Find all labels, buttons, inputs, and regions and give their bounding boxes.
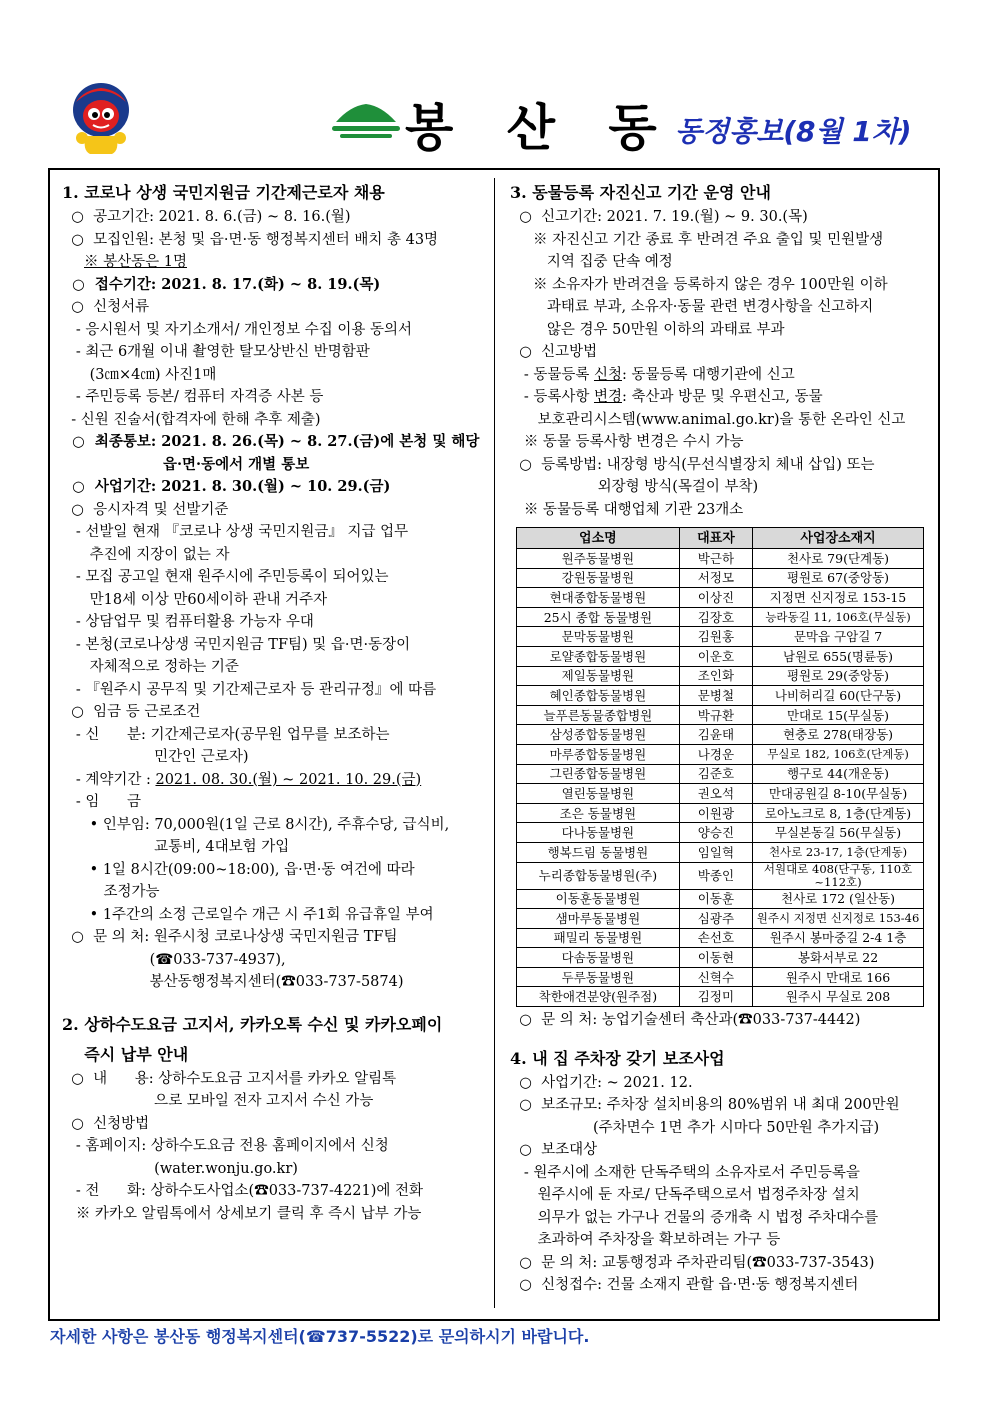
table-cell: 김장호 xyxy=(679,607,752,627)
text-line: 만18세 이상 만60세이하 관내 거주자 xyxy=(62,591,328,608)
table-cell: 봉화서부로 22 xyxy=(753,948,924,968)
table-cell: 그린종합동물병원 xyxy=(517,764,680,784)
text-line: ○ 문 의 처: 교통행정과 주차관리팀(☎033-737-3543) xyxy=(510,1254,875,1271)
table-cell: 만대공원길 8-10(무실동) xyxy=(753,784,924,804)
text-line: ○ 사업기간: ~ 2021. 12. xyxy=(510,1074,693,1091)
text-line: ○ 신청방법 xyxy=(62,1115,150,1132)
table-cell: 만대로 15(무실동) xyxy=(753,705,924,725)
table-row xyxy=(517,764,924,784)
text-line: - 『원주시 공무직 및 기간제근로자 등 관리규정』에 따름 xyxy=(62,681,437,698)
text-line: ○ 신고기간: 2021. 7. 19.(월) ~ 9. 30.(목) xyxy=(510,209,808,225)
table-cell: 천사로 23-17, 1층(단계동) xyxy=(753,842,924,862)
text-line: ○ 등록방법: 내장형 방식(무선식별장치 체내 삽입) 또는 xyxy=(510,456,875,473)
table-cell: 이원광 xyxy=(679,803,752,823)
table-cell: 조은 동물병원 xyxy=(517,803,680,823)
table-cell: 천사로 79(단계동) xyxy=(753,549,924,569)
text-line: ○ 모집인원: 본청 및 읍·면·동 행정복지센터 배치 총 43명 xyxy=(62,231,439,248)
table-cell: 양승진 xyxy=(679,823,752,843)
text-line: 추진에 지장이 없는 자 xyxy=(62,546,230,563)
right-column xyxy=(510,176,930,1297)
bongsan-logo-icon xyxy=(330,100,402,144)
text-line: ○ 신청서류 xyxy=(62,299,150,315)
table-cell: 행구로 44(개운동) xyxy=(753,764,924,784)
table-cell: 문막동물병원 xyxy=(517,627,680,647)
text-line: ※ 자진신고 기간 종료 후 반려견 주요 출입 및 민원발생 xyxy=(510,231,884,248)
left-column xyxy=(62,176,482,1225)
table-cell: 행복드림 동물병원 xyxy=(517,842,680,862)
table-cell: 김윤태 xyxy=(679,725,752,745)
text-line: ○ 접수기간: 2021. 8. 17.(화) ~ 8. 19.(목) xyxy=(62,275,381,293)
table-row xyxy=(517,607,924,627)
section-3-title: 3. 동물등록 자진신고 기간 운영 안내 xyxy=(510,183,771,202)
text-line: ○ 신고방법 xyxy=(510,344,598,360)
section-1-title: 1. 코로나 상생 국민지원금 기간제근로자 채용 xyxy=(62,183,385,202)
agency-table xyxy=(516,527,924,1007)
text-line: - 최근 6개월 이내 촬영한 탈모상반신 반명함판 xyxy=(62,344,370,360)
text-line: - 홈페이지: 상하수도요금 전용 홈페이지에서 신청 xyxy=(62,1138,389,1154)
table-cell: 원주시 봉마중길 2-4 1층 xyxy=(753,928,924,948)
text-line: ※ 동물등록 대행업체 기관 23개소 xyxy=(510,501,744,518)
table-cell: 제일동물병원 xyxy=(517,666,680,686)
table-row xyxy=(517,744,924,764)
page-subtitle: 동정홍보(8월 1차) xyxy=(675,115,912,148)
table-cell: 샘마루동물병원 xyxy=(517,909,680,929)
table-cell: 삼성종합동물병원 xyxy=(517,725,680,745)
table-row xyxy=(517,705,924,725)
text-line: 외장형 방식(목걸이 부착) xyxy=(510,479,759,495)
table-row xyxy=(517,967,924,987)
text-line: ※ 소유자가 반려견을 등록하지 않은 경우 100만원 이하 xyxy=(510,276,888,293)
table-row xyxy=(517,784,924,804)
text-line: : 축산과 방문 및 우편신고, 동물 xyxy=(622,389,823,405)
text-line: ○ 문 의 처: 농업기술센터 축산과(☎033-737-4442) xyxy=(510,1012,861,1029)
table-cell: 현충로 278(태장동) xyxy=(753,725,924,745)
table-cell: 다나동물병원 xyxy=(517,823,680,843)
column-divider xyxy=(494,178,495,1308)
text-line: ○ 문 의 처: 원주시청 코로나상생 국민지원금 TF팀 xyxy=(62,929,398,945)
table-cell: 능라동길 11, 106호(무실동) xyxy=(753,607,924,627)
table-cell: 무실본동길 56(무실동) xyxy=(753,823,924,843)
text-line: 봉산동행정복지센터(☎033-737-5874) xyxy=(62,974,404,990)
text-line: - 동물등록 xyxy=(510,366,594,383)
text-line: - 모집 공고일 현재 원주시에 주민등록이 되어있는 xyxy=(62,569,389,585)
table-cell: 천사로 172 (일산동) xyxy=(753,889,924,909)
table-cell: 임일혁 xyxy=(679,842,752,862)
text-line: 않은 경우 50만원 이하의 과태료 부과 xyxy=(510,321,785,338)
section-2-title: 2. 상하수도요금 고지서, 카카오톡 수신 및 카카오페이 xyxy=(62,1014,443,1034)
table-cell: 나비허리길 60(단구동) xyxy=(753,686,924,706)
table-cell: 신혁수 xyxy=(679,967,752,987)
text-line: - 등록사항 xyxy=(510,389,594,405)
text-line: ○ 내 용: 상하수도요금 고지서를 카카오 알림톡 xyxy=(62,1070,397,1087)
table-cell: 현대종합동물병원 xyxy=(517,588,680,608)
text-line: 의무가 없는 가구나 건물의 증개축 시 법정 주차대수를 xyxy=(510,1209,879,1226)
text-line: (주차면수 1면 추가 시마다 50만원 추가지급) xyxy=(510,1119,880,1136)
table-cell: 권오석 xyxy=(679,784,752,804)
text-line: ○ 보조규모: 주차장 설치비용의 80%범위 내 최대 200만원 xyxy=(510,1097,900,1114)
keyword: 변경 xyxy=(593,389,622,405)
table-cell: 25시 종합 동물병원 xyxy=(517,607,680,627)
table-cell: 이동현 xyxy=(679,948,752,968)
table-cell: 김원홍 xyxy=(679,627,752,647)
table-cell: 서원대로 408(단구동, 110호~112호) xyxy=(753,862,924,889)
table-row xyxy=(517,627,924,647)
mascot-icon xyxy=(68,80,134,156)
text-line: : 동물등록 대행기관에 신고 xyxy=(622,366,795,383)
text-line: 원주시에 둔 자로/ 단독주택으로서 법정주차장 설치 xyxy=(510,1187,860,1204)
table-cell: 혜인종합동물병원 xyxy=(517,686,680,706)
table-row xyxy=(517,588,924,608)
table-cell: 패밀리 동물병원 xyxy=(517,928,680,948)
text-line: 읍·면·동에서 개별 통보 xyxy=(62,455,310,473)
text-line: 보호관리시스템(www.animal.go.kr)을 통한 온라인 신고 xyxy=(510,411,906,428)
text-line: 과태료 부과, 소유자·동물 관련 변경사항을 신고하지 xyxy=(510,299,874,315)
text-line: - 주민등록 등본/ 컴퓨터 자격증 사본 등 xyxy=(62,389,324,405)
table-header: 대표자 xyxy=(679,528,752,549)
section-2-title-cont: 즉시 납부 안내 xyxy=(62,1044,189,1064)
table-row xyxy=(517,568,924,588)
table-cell: 이상진 xyxy=(679,588,752,608)
text-line: 지역 집중 단속 예정 xyxy=(510,254,673,270)
table-cell: 심광주 xyxy=(679,909,752,929)
table-row xyxy=(517,909,924,929)
text-line: - 신원 진술서(합격자에 한해 추후 제출) xyxy=(62,411,321,428)
text-line: - 계약기간 : xyxy=(62,771,156,788)
text-line: ○ 응시자격 및 선발기준 xyxy=(62,501,229,518)
table-cell: 강원동물병원 xyxy=(517,568,680,588)
table-row xyxy=(517,686,924,706)
text-line: • 인부임: 70,000원(1일 근로 8시간), 주휴수당, 급식비, xyxy=(62,816,450,833)
text-line: • 1일 8시간(09:00~18:00), 읍·면·동 여건에 따라 xyxy=(62,861,415,878)
table-cell: 원주시 무실로 208 xyxy=(753,987,924,1007)
table-cell: 문병철 xyxy=(679,686,752,706)
text-line: ※ 카카오 알림톡에서 상세보기 클릭 후 즉시 납부 가능 xyxy=(62,1205,422,1222)
table-row xyxy=(517,948,924,968)
table-cell: 원주시 지정면 신지정로 153-46 xyxy=(753,909,924,929)
text-line: ○ 사업기간: 2021. 8. 30.(월) ~ 10. 29.(금) xyxy=(62,478,391,495)
table-row xyxy=(517,823,924,843)
table-cell: 다솜동물병원 xyxy=(517,948,680,968)
table-cell: 박종인 xyxy=(679,862,752,889)
text-line: 으로 모바일 전자 고지서 수신 가능 xyxy=(62,1093,374,1109)
text-line: ○ 임금 등 근로조건 xyxy=(62,704,201,720)
table-cell: 누리종합동물병원(주) xyxy=(517,862,680,889)
table-cell: 평원로 29(중앙동) xyxy=(753,666,924,686)
text-line: - 상담업무 및 컴퓨터활용 가능자 우대 xyxy=(62,614,314,630)
table-cell: 마루종합동물병원 xyxy=(517,744,680,764)
table-row xyxy=(517,725,924,745)
table-row xyxy=(517,549,924,569)
table-header: 업소명 xyxy=(517,528,680,549)
table-cell: 이동훈 xyxy=(679,889,752,909)
table-cell: 로아노크로 8, 1층(단계동) xyxy=(753,803,924,823)
table-cell: 박규환 xyxy=(679,705,752,725)
table-cell: 박근하 xyxy=(679,549,752,569)
table-cell: 착한애견분양(원주점) xyxy=(517,987,680,1007)
page-title: 봉 산 동 xyxy=(405,99,675,157)
text-line: (3㎝×4㎝) 사진1매 xyxy=(62,366,217,383)
table-cell: 무실로 182, 106호(단계동) xyxy=(753,744,924,764)
table-cell: 나경운 xyxy=(679,744,752,764)
table-cell: 열린동물병원 xyxy=(517,784,680,804)
text-line: ○ 최종통보: 2021. 8. 26.(목) ~ 8. 27.(금)에 본청 및 해당 xyxy=(62,433,480,450)
table-cell: 손선호 xyxy=(679,928,752,948)
text-line: - 응시원서 및 자기소개서/ 개인정보 수집 이용 동의서 xyxy=(62,321,413,338)
table-cell: 원주시 만대로 166 xyxy=(753,967,924,987)
footer-notice: 자세한 사항은 봉산동 행정복지센터(☎737-5522)로 문의하시기 바랍니다. xyxy=(50,1327,590,1346)
table-body xyxy=(517,549,924,1007)
text-line: - 원주시에 소재한 단독주택의 소유자로서 주민등록을 xyxy=(510,1164,860,1181)
section-4-title: 4. 내 집 주차장 갖기 보조사업 xyxy=(510,1048,725,1068)
table-row xyxy=(517,666,924,686)
table-cell: 이운호 xyxy=(679,646,752,666)
text-line: - 선발일 현재 『코로나 상생 국민지원금』 지급 업무 xyxy=(62,524,409,540)
table-row xyxy=(517,803,924,823)
text-line: ※ 동물 등록사항 변경은 수시 가능 xyxy=(510,434,744,450)
table-cell: 두루동물병원 xyxy=(517,967,680,987)
text-line: (☎033-737-4937), xyxy=(62,951,286,968)
text-line: ○ 신청접수: 건물 소재지 관할 읍·면·동 행정복지센터 xyxy=(510,1277,859,1294)
text-line: ※ 봉산동은 1명 xyxy=(84,254,187,270)
table-row xyxy=(517,928,924,948)
text-line: 조정가능 xyxy=(62,884,160,900)
table-cell: 늘푸른동물종합병원 xyxy=(517,705,680,725)
table-cell: 서정모 xyxy=(679,568,752,588)
text-line: - 전 화: 상하수도사업소(☎033-737-4221)에 전화 xyxy=(62,1183,424,1199)
keyword: 신청 xyxy=(593,366,622,383)
table-cell: 원주동물병원 xyxy=(517,549,680,569)
table-cell: 이동훈동물병원 xyxy=(517,889,680,909)
table-row xyxy=(517,646,924,666)
table-cell: 김정미 xyxy=(679,987,752,1007)
table-header: 사업장소재지 xyxy=(753,528,924,549)
text-line: - 임 금 xyxy=(62,794,142,810)
text-line: - 본청(코로나상생 국민지원금 TF팀) 및 읍·면·동장이 xyxy=(62,636,411,653)
table-cell: 지정면 신지정로 153-15 xyxy=(753,588,924,608)
text-line: 초과하여 주차장을 확보하려는 가구 등 xyxy=(510,1232,781,1249)
text-line: 교통비, 4대보험 가입 xyxy=(62,839,290,855)
table-row xyxy=(517,862,924,889)
table-row xyxy=(517,987,924,1007)
table-cell: 김준호 xyxy=(679,764,752,784)
text-line: • 1주간의 소정 근로일수 개근 시 주1회 유급휴일 부여 xyxy=(62,906,434,923)
table-row xyxy=(517,842,924,862)
table-cell: 평원로 67(중앙동) xyxy=(753,568,924,588)
table-cell: 남원로 655(명륜동) xyxy=(753,646,924,666)
table-cell: 로얄종합동물병원 xyxy=(517,646,680,666)
text-line: 민간인 근로자) xyxy=(62,749,249,765)
table-row xyxy=(517,889,924,909)
text-line: 자체적으로 정하는 기준 xyxy=(62,659,239,675)
contract-period: 2021. 08. 30.(월) ~ 2021. 10. 29.(금) xyxy=(155,771,422,788)
text-line: ○ 보조대상 xyxy=(510,1142,598,1159)
table-cell: 조인화 xyxy=(679,666,752,686)
text-line: - 신 분: 기간제근로자(공무원 업무를 보조하는 xyxy=(62,726,390,743)
text-line: ○ 공고기간: 2021. 8. 6.(금) ~ 8. 16.(월) xyxy=(62,209,351,225)
text-line: (water.wonju.go.kr) xyxy=(62,1160,298,1177)
table-cell: 문막읍 구암길 7 xyxy=(753,627,924,647)
